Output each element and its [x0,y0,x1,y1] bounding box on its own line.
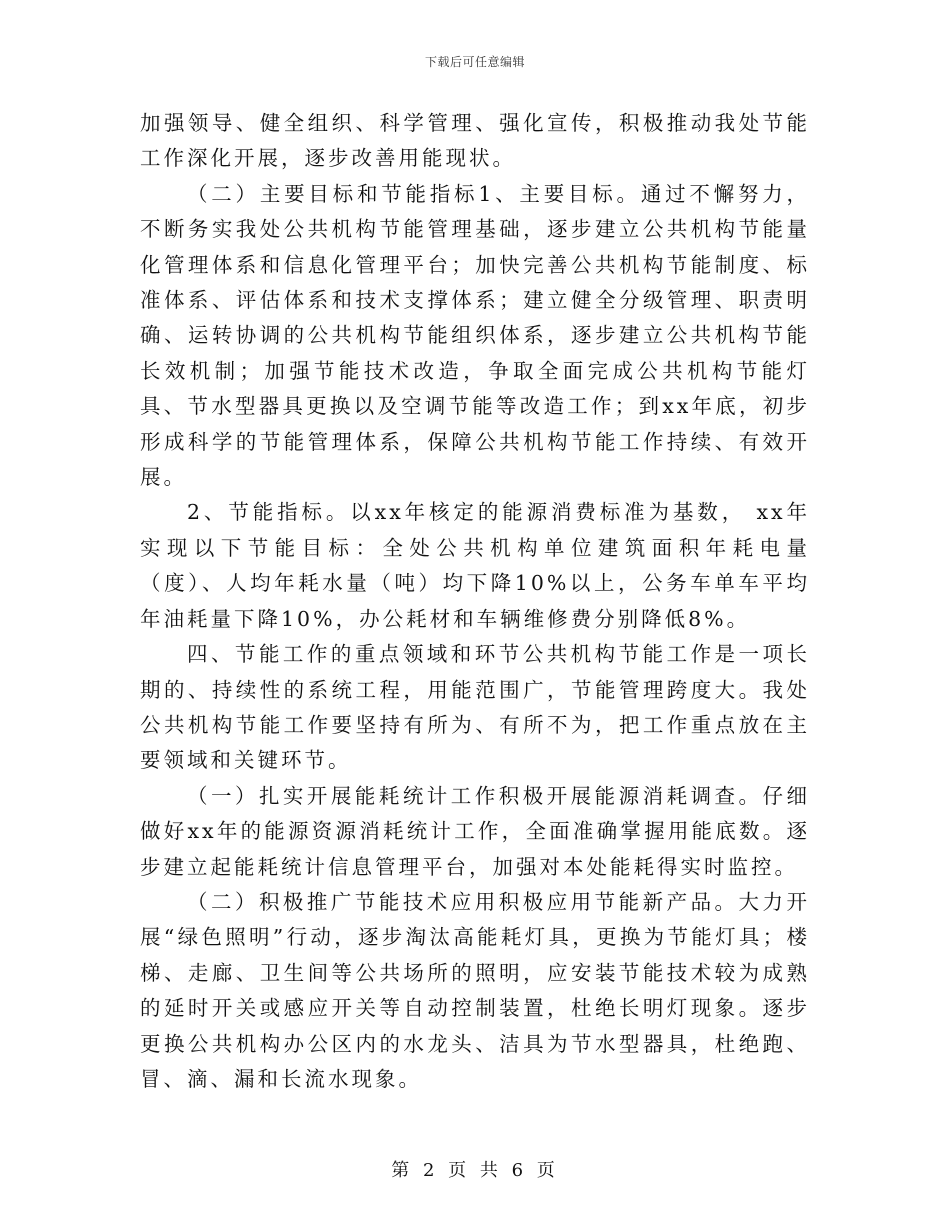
header-note: 下载后可任意编辑 [424,55,525,69]
body-text [140,106,810,1097]
paragraph-continuation: 加强领导、健全组织、科学管理、强化宣传，积极推动我处节能工作深化开展，逐步改善用能现状。 [140,111,810,171]
page-number-footer: 第 2 页 共 6 页 [391,1160,559,1181]
paragraph-energy-technology: （二）积极推广节能技术应用积极应用节能新产品。大力开展“绿色照明”行动，逐步淘汰高能耗灯具，更换为节能灯具；楼梯、走廊、卫生间等公共场所的照明，应安装节能技术较为成熟的延时开关或感应开关等自动控制装置，杜绝长明灯现象。逐步更换公共机构办公区内的水龙头、洁具为节水型器具，杜绝跑、冒、滴、漏和长流水现象。 [140,889,810,1091]
paragraph-energy-indicators: 2、节能指标。以xx年核定的能源消费标准为基数， xx年实现以下节能目标：全处公共机构单位建筑面积年耗电量（度）、人均年耗水量（吨）均下降10%以上，公务车单车平均年油耗量下降10%，办公耗材和车辆维修费分别降低8%。 [140,500,810,631]
paragraph-energy-statistics: （一）扎实开展能耗统计工作积极开展能源消耗调查。仔细做好xx年的能源资源消耗统计工作，全面准确掌握用能底数。逐步建立起能耗统计信息管理平台，加强对本处能耗得实时监控。 [140,783,810,879]
paragraph-main-goals: （二）主要目标和节能指标1、主要目标。通过不懈努力，不断务实我处公共机构节能管理基础，逐步建立公共机构节能量化管理体系和信息化管理平台；加快完善公共机构节能制度、标准体系、评估体系和技术支撑体系；建立健全分级管理、职责明确、运转协调的公共机构节能组织体系，逐步建立公共机构节能长效机制；加强节能技术改造，争取全面完成公共机构节能灯具、节水型器具更换以及空调节能等改造工作；到xx年底，初步形成科学的节能管理体系，保障公共机构节能工作持续、有效开展。 [140,181,810,490]
paragraph-key-areas: 四、节能工作的重点领域和环节公共机构节能工作是一项长期的、持续性的系统工程，用能范围广，节能管理跨度大。我处公共机构节能工作要坚持有所为、有所不为，把工作重点放在主要领域和关键环节。 [140,642,810,773]
